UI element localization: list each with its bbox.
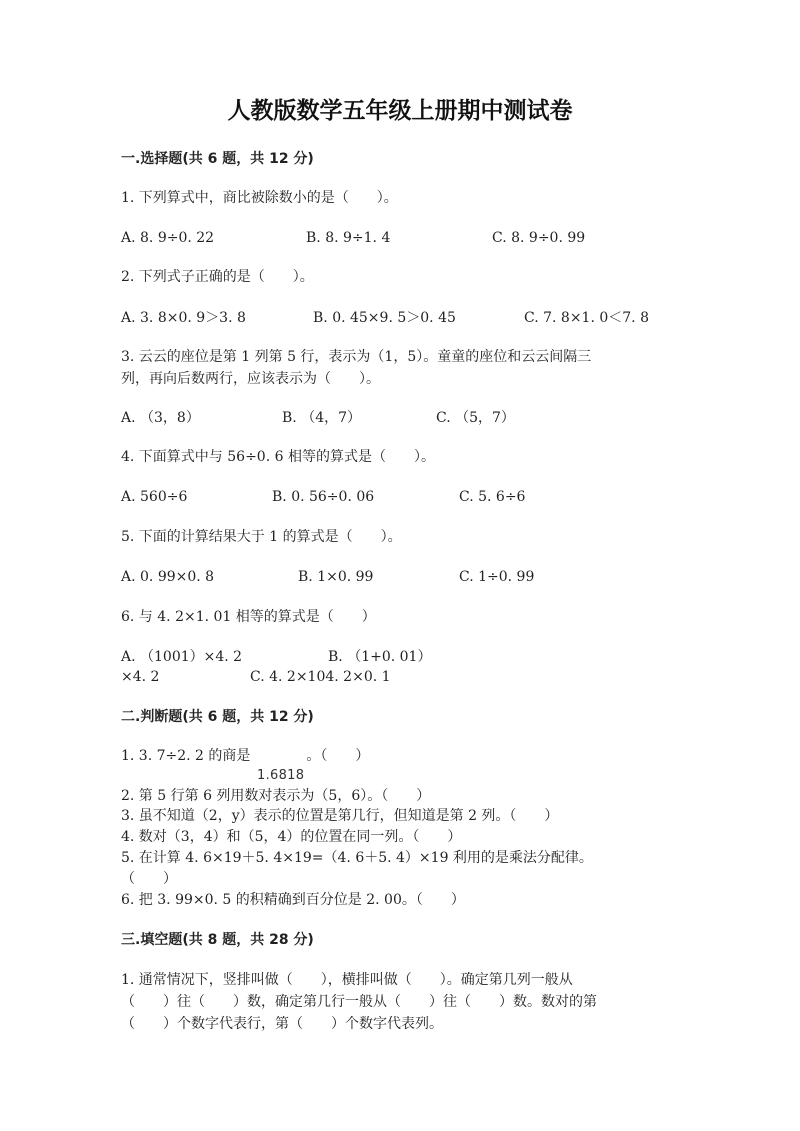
fill-q1-line2: （ ）往（ ）数，确定第几行一般从（ ）往（ ）数。数对的第 [121, 994, 597, 1010]
choice-q5-option-c: C. 1÷0. 99 [459, 569, 535, 585]
choice-q1-option-c: C. 8. 9÷0. 99 [492, 230, 586, 246]
choice-q6-option-b: B. （1+0. 01） [328, 649, 432, 665]
judge-q2: 2. 第 5 行第 6 列用数对表示为（5，6）。（ ） [121, 788, 431, 804]
choice-q4-stem: 4. 下面算式中与 56÷0. 6 相等的算式是（ ）。 [121, 449, 435, 465]
choice-q3-option-b: B. （4，7） [282, 410, 362, 426]
choice-q1-option-a: A. 8. 9÷0. 22 [121, 230, 215, 246]
handwritten-answer: 1.6818 [257, 768, 305, 783]
choice-q3-option-c: C. （5，7） [436, 410, 515, 426]
choice-q6-option-c: C. 4. 2×104. 2×0. 1 [250, 669, 391, 685]
choice-q4-option-c: C. 5. 6÷6 [459, 489, 526, 505]
judge-q5: 5. 在计算 4. 6×19＋5. 4×19=（4. 6＋5. 4）×19 利用的是乘法分配律。 [121, 850, 593, 866]
choice-q5-option-b: B. 1×0. 99 [298, 569, 374, 585]
fill-q1-line1: 1. 通常情况下，竖排叫做（ ），横排叫做（ ）。确定第几列一般从 [121, 972, 573, 988]
section-heading-judgement: 二.判断题(共 6 题，共 12 分) [121, 709, 314, 725]
choice-q5-option-a: A. 0. 99×0. 8 [121, 569, 215, 585]
choice-q5-stem: 5. 下面的计算结果大于 1 的算式是（ ）。 [121, 529, 402, 545]
choice-q3-option-a: A. （3，8） [121, 410, 200, 426]
choice-q3-stem-line1: 3. 云云的座位是第 1 列第 5 行，表示为（1，5）。童童的座位和云云间隔三 [121, 349, 592, 365]
choice-q2-option-a: A. 3. 8×0. 9＞3. 8 [121, 310, 246, 326]
choice-q6-option-b-continued: ×4. 2 [121, 669, 160, 685]
section-heading-fill-blank: 三.填空题(共 8 题，共 28 分) [121, 932, 314, 948]
page-title: 人教版数学五年级上册期中测试卷 [227, 98, 573, 124]
judge-q5-continued: （ ） [121, 871, 177, 887]
choice-q1-option-b: B. 8. 9÷1. 4 [306, 230, 391, 246]
choice-q2-stem: 2. 下列式子正确的是（ ）。 [121, 269, 314, 285]
choice-q1-stem: 1. 下列算式中，商比被除数小的是（ ）。 [121, 190, 398, 206]
judge-q4: 4. 数对（3，4）和（5，4）的位置在同一列。（ ） [121, 829, 462, 845]
choice-q3-stem-line2: 列，再向后数两行，应该表示为（ ）。 [121, 371, 380, 387]
choice-q2-option-c: C. 7. 8×1. 0＜7. 8 [524, 310, 649, 326]
choice-q6-option-a: A. （1001）×4. 2 [121, 649, 243, 665]
choice-q4-option-a: A. 560÷6 [121, 489, 188, 505]
fill-q1-line3: （ ）个数字代表行，第（ ）个数字代表列。 [121, 1016, 443, 1032]
judge-q1: 1. 3. 7÷2. 2 的商是 。（ ） [121, 748, 370, 764]
judge-q6: 6. 把 3. 99×0. 5 的积精确到百分位是 2. 00。（ ） [121, 892, 465, 908]
section-heading-choice: 一.选择题(共 6 题，共 12 分) [121, 151, 314, 167]
choice-q6-stem: 6. 与 4. 2×1. 01 相等的算式是（ ） [121, 609, 376, 625]
choice-q2-option-b: B. 0. 45×9. 5＞0. 45 [313, 310, 456, 326]
choice-q4-option-b: B. 0. 56÷0. 06 [272, 489, 375, 505]
judge-q3: 3. 虽不知道（2，y）表示的位置是第几行，但知道是第 2 列。（ ） [121, 808, 559, 824]
